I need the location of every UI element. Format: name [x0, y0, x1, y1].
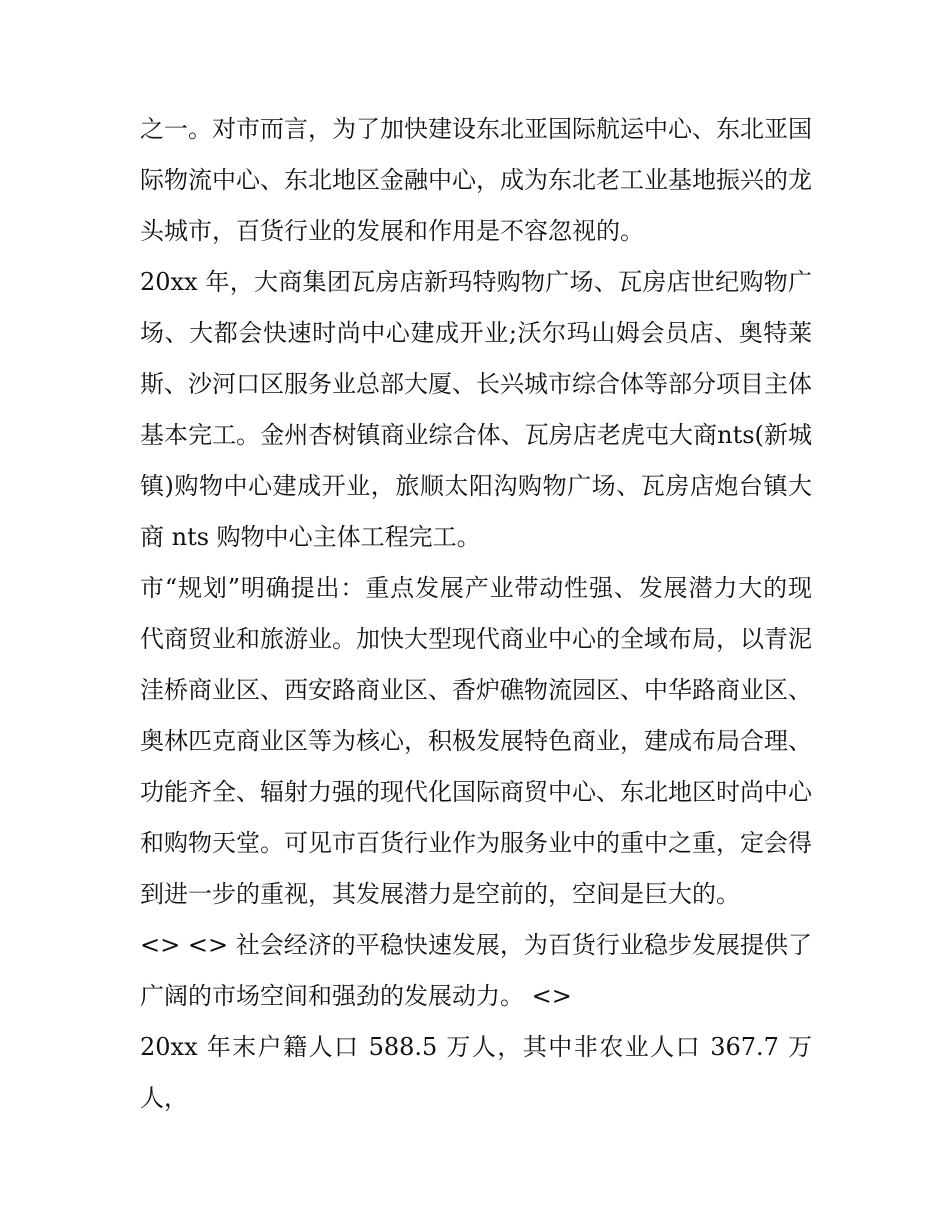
document-body	[140, 104, 812, 1124]
paragraph-4: <> <> 社会经济的平稳快速发展，为百货行业稳步发展提供了广阔的市场空间和强劲的发展动力。 <>	[140, 931, 812, 1010]
paragraph-2: 20xx 年，大商集团瓦房店新玛特购物广场、瓦房店世纪购物广场、大都会快速时尚中心建成开业;沃尔玛山姆会员店、奥特莱斯、沙河口区服务业总部大厦、长兴城市综合体等部分项目主体基本完工。金州杏树镇商业综合体、瓦房店老虎屯大商nts(新城镇)购物中心建成开业，旅顺太阳沟购物广场、瓦房店炮台镇大商 nts 购物中心主体工程完工。	[140, 268, 812, 551]
paragraph-3: 市“规划”明确提出：重点发展产业带动性强、发展潜力大的现代商贸业和旅游业。加快大型现代商业中心的全域布局，以青泥洼桥商业区、西安路商业区、香炉礁物流园区、中华路商业区、奥林匹克商业区等为核心，积极发展特色商业，建成布局合理、功能齐全、辐射力强的现代化国际商贸中心、东北地区时尚中心和购物天堂。可见市百货行业作为服务业中的重中之重，定会得到进一步的重视，其发展潜力是空前的，空间是巨大的。	[140, 574, 812, 908]
paragraph-1: 之一。对市而言，为了加快建设东北亚国际航运中心、东北亚国际物流中心、东北地区金融中心，成为东北老工业基地振兴的龙头城市，百货行业的发展和作用是不容忽视的。	[140, 115, 812, 245]
paragraph-5: 20xx 年末户籍人口 588.5 万人，其中非农业人口 367.7 万人，	[140, 1033, 812, 1112]
